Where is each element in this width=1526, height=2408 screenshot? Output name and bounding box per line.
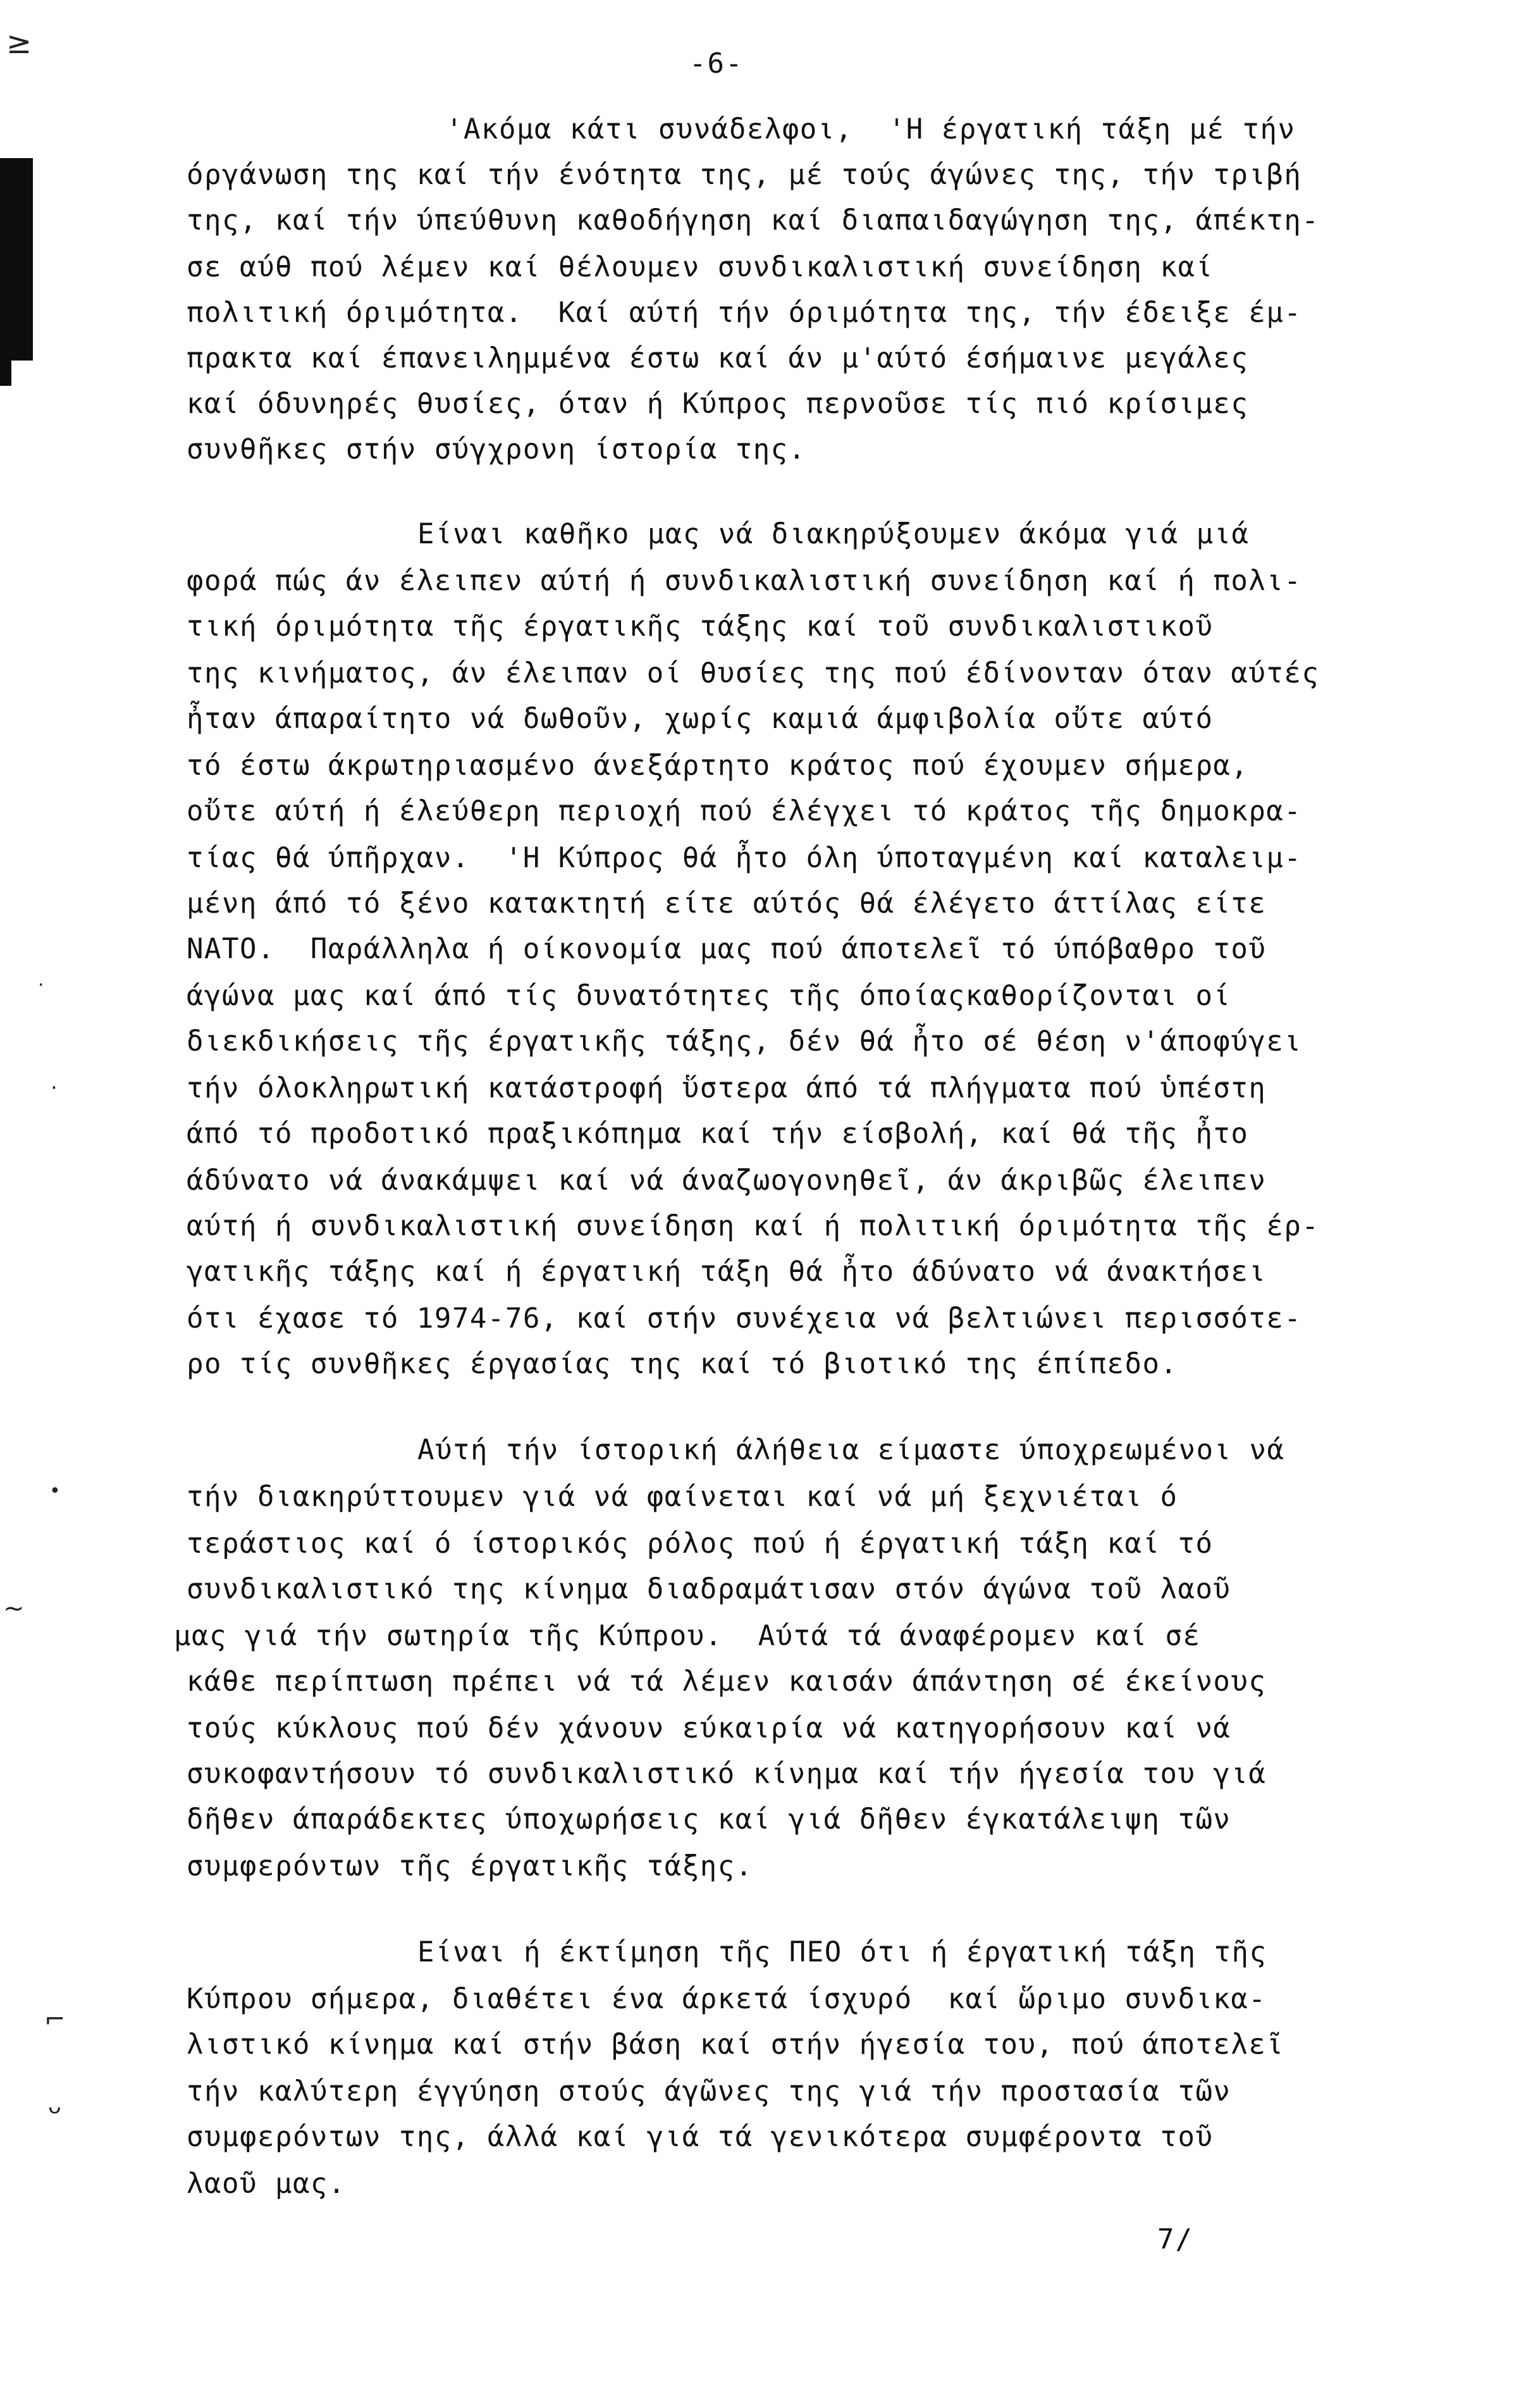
margin-scribble-mark: ~ — [3, 1594, 25, 1623]
text-line: λιστικό κίνημα καί στήν βάση καί στήν ήγεσία του, πού άποτελεῖ — [187, 2028, 1284, 2061]
text-line: Αύτή τήν ίστορική άλήθεια είμαστε ύποχρεωμένοι νά — [417, 1434, 1285, 1466]
text-line: τήν καλύτερη έγγύηση στούς άγῶνες της γιά τήν προστασία τῶν — [187, 2075, 1231, 2108]
text-line: άπό τό προδοτικό πραξικόπημα καί τήν είσβολή, καί θά τῆς ἦτο — [187, 1118, 1249, 1150]
text-line: τήν διακηρύττουμεν γιά νά φαίνεται καί νά μή ξεχνιέται ό — [187, 1481, 1178, 1513]
text-line: ρο τίς συνθῆκες έργασίας της καί τό βιοτικό της έπίπεδο. — [187, 1348, 1178, 1380]
text-line: τίας θά ύπῆρχαν. 'Η Κύπρος θά ἦτο όλη ύποταγμένη καί καταλειμ- — [187, 842, 1302, 874]
margin-dot-mark: • — [49, 1480, 61, 1502]
text-line: άγώνα μας καί άπό τίς δυνατότητες τῆς όποίαςκαθορίζονται οί — [187, 980, 1231, 1012]
margin-scribble-mark: ≥ — [6, 25, 32, 61]
margin-scribble-mark: ⌐ — [44, 2005, 66, 2034]
text-line: αύτή ή συνδικαλιστική συνείδηση καί ή πολιτική όριμότητα τῆς έρ- — [187, 1210, 1320, 1242]
text-line: γατικῆς τάξης καί ή έργατική τάξη θά ἦτο άδύνατο νά άνακτήσει — [187, 1256, 1267, 1288]
text-line: 'Ακόμα κάτι συνάδελφοι, 'Η έργατική τάξη μέ τήν — [446, 113, 1296, 145]
text-line: τική όριμότητα τῆς έργατικῆς τάξης καί τοῦ συνδικαλιστικοῦ — [187, 610, 1214, 643]
text-line: Κύπρου σήμερα, διαθέτει ένα άρκετά ίσχυρό καί ὥριμο συνδικα- — [187, 1983, 1267, 2015]
text-line: κάθε περίπτωση πρέπει νά τά λέμεν καισάν άπάντηση σέ έκείνους — [187, 1665, 1267, 1698]
text-line: πρακτα καί έπανειλημμένα έστω καί άν μ'αύτό έσήμαινε μεγάλες — [187, 342, 1249, 374]
text-line: της κινήματος, άν έλειπαν οί θυσίες της πού έδίνονταν όταν αύτές — [187, 657, 1320, 689]
text-line: τούς κύκλους πού δέν χάνουν εύκαιρία νά κατηγορήσουν καί νά — [187, 1712, 1231, 1744]
text-line: Είναι ή έκτίμηση τῆς ΠΕΟ ότι ή έργατική τάξη τῆς — [417, 1936, 1267, 1968]
margin-dot-mark: · — [38, 974, 44, 996]
text-line: μας γιά τήν σωτηρία τῆς Κύπρου. Αύτά τά άναφέρομεν καί σέ — [174, 1620, 1201, 1652]
text-line: άδύνατο νά άνακάμψει καί νά άναζωογονηθεῖ, άν άκριβῶς έλειπεν — [187, 1164, 1267, 1197]
text-line: ότι έχασε τό 1974-76, καί στήν συνέχεια νά βελτιώνει περισσότε- — [187, 1302, 1302, 1335]
text-line: τήν όλοκληρωτική κατάστροφή ὕστερα άπό τά πλήγματα πού ὑπέστη — [187, 1072, 1267, 1104]
text-line: διεκδικήσεις τῆς έργατικῆς τάξης, δέν θά ἦτο σέ θέση ν'άποφύγει — [187, 1025, 1302, 1058]
text-line: δῆθεν άπαράδεκτες ύποχωρήσεις καί γιά δῆθεν έγκατάλειψη τῶν — [187, 1803, 1231, 1836]
text-line: συνδικαλιστικό της κίνημα διαδραμάτισαν στόν άγώνα τοῦ λαοῦ — [187, 1573, 1231, 1605]
text-line: μένη άπό τό ξένο κατακτητή είτε αύτός θά έλέγετο άττίλας είτε — [187, 887, 1267, 920]
text-line: Είναι καθῆκο μας νά διακηρύξουμεν άκόμα γιά μιά — [417, 518, 1250, 550]
margin-dot-mark: · — [51, 1075, 58, 1101]
text-line: συνθῆκες στήν σύγχρονη ίστορία της. — [187, 433, 806, 466]
scan-binding-shadow — [0, 158, 33, 361]
text-line: λαοῦ μας. — [187, 2168, 346, 2200]
text-line: ἦταν άπαραίτητο νά δωθοῦν, χωρίς καμιά άμφιβολία οὔτε αύτό — [187, 703, 1214, 735]
text-line: της, καί τήν ύπεύθυνη καθοδήγηση καί διαπαιδαγώγηση της, άπέκτη- — [187, 204, 1320, 237]
scan-binding-shadow-lower — [0, 335, 11, 386]
text-line: τεράστιος καί ό ίστορικός ρόλος πού ή έργατική τάξη καί τό — [187, 1528, 1214, 1560]
continuation-page-marker: 7/ — [1157, 2223, 1193, 2256]
text-line: όργάνωση της καί τήν ένότητα της, μέ τούς άγώνες της, τήν τριβή — [187, 159, 1302, 191]
text-line: φορά πώς άν έλειπεν αύτή ή συνδικαλιστική συνείδηση καί ή πολι- — [187, 565, 1302, 597]
text-line: συμφερόντων τῆς έργατικῆς τάξης. — [187, 1850, 753, 1882]
text-line: συμφερόντων της, άλλά καί γιά τά γενικότερα συμφέροντα τοῦ — [187, 2121, 1214, 2153]
text-line: ΝΑΤΟ. Παράλληλα ή οίκονομία μας πού άποτελεῖ τό ύπόβαθρο τοῦ — [187, 933, 1267, 965]
text-line: καί όδυνηρές θυσίες, όταν ή Κύπρος περνοῦσε τίς πιό κρίσιμες — [187, 388, 1249, 420]
text-line: οὔτε αύτή ή έλεύθερη περιοχή πού έλέγχει τό κράτος τῆς δημοκρα- — [187, 795, 1302, 827]
text-line: πολιτική όριμότητα. Καί αύτή τήν όριμότητα της, τήν έδειξε έμ- — [187, 297, 1302, 329]
text-line: τό έστω άκρωτηριασμένο άνεξάρτητο κράτος πού έχουμεν σήμερα, — [187, 750, 1249, 782]
text-line: σε αύθ πού λέμεν καί θέλουμεν συνδικαλιστική συνείδηση καί — [187, 251, 1214, 283]
page-number: -6- — [689, 47, 744, 80]
text-line: συκοφαντήσουν τό συνδικαλιστικό κίνημα καί τήν ήγεσία του γιά — [187, 1758, 1267, 1790]
margin-scribble-mark: ᴗ — [48, 2094, 61, 2119]
